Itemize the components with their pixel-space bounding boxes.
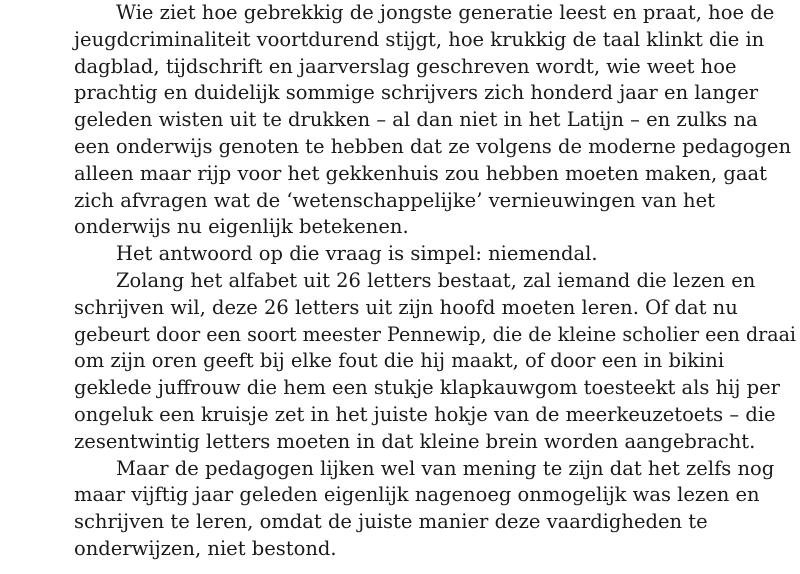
text-line: een onderwijs genoten te hebben dat ze volgens de moderne pedagogen: [74, 134, 792, 158]
text-line: ongeluk een kruisje zet in het juiste hokje van de meerkeuzetoets – die: [74, 402, 776, 426]
text-line: maar vijftig jaar geleden eigenlijk nagenoeg onmogelijk was lezen en: [74, 483, 760, 507]
text-line: dagblad, tijdschrift en jaarverslag geschreven wordt, wie weet hoe: [74, 54, 737, 78]
text-line: geleden wisten uit te drukken – al dan niet in het Latijn – en zulks na: [74, 108, 758, 132]
text-line: Wie ziet hoe gebrekkig de jongste generatie leest en praat, hoe de: [116, 1, 775, 24]
text-line: jeugdcriminaliteit voortdurend stijgt, hoe krukkig de taal klinkt die in: [74, 27, 765, 51]
text-line: gebeurt door een soort meester Pennewip, die de kleine scholier een draai: [74, 322, 797, 346]
paragraph-2: [74, 241, 794, 268]
text-line: onderwijzen, niet bestond.: [74, 536, 337, 560]
paragraph-1: [74, 0, 794, 241]
text-line: schrijven te leren, omdat de juiste manier deze vaardigheden te: [74, 510, 708, 534]
text-line: alleen maar rijp voor het gekkenhuis zou hebben moeten maken, gaat: [74, 161, 767, 185]
text-line: zesentwintig letters moeten in dat kleine brein worden aangebracht.: [74, 429, 756, 453]
text-line: onderwijs nu eigenlijk betekenen.: [74, 215, 409, 239]
text-line: schrijven wil, deze 26 letters uit zijn hoofd moeten leren. Of dat nu: [74, 295, 738, 319]
text-line: zich afvragen wat de ‘wetenschappelijke’ vernieuwingen van het: [74, 188, 715, 212]
text-line: Maar de pedagogen lijken wel van mening te zijn dat het zelfs nog: [116, 456, 775, 480]
text-line: geklede juffrouw die hem een stukje klapkauwgom toesteekt als hij per: [74, 376, 780, 400]
paragraph-4: [74, 456, 794, 563]
paragraph-3: [74, 268, 797, 456]
text-line: om zijn oren geeft bij elke fout die hij maakt, of door een in bikini: [74, 349, 725, 373]
text-line: prachtig en duidelijk sommige schrijvers zich honderd jaar en langer: [74, 81, 759, 105]
document-body: [74, 0, 797, 563]
text-line: Zolang het alfabet uit 26 letters bestaat, zal iemand die lezen en: [116, 268, 756, 292]
text-line: Het antwoord op die vraag is simpel: niemendal.: [116, 242, 598, 266]
